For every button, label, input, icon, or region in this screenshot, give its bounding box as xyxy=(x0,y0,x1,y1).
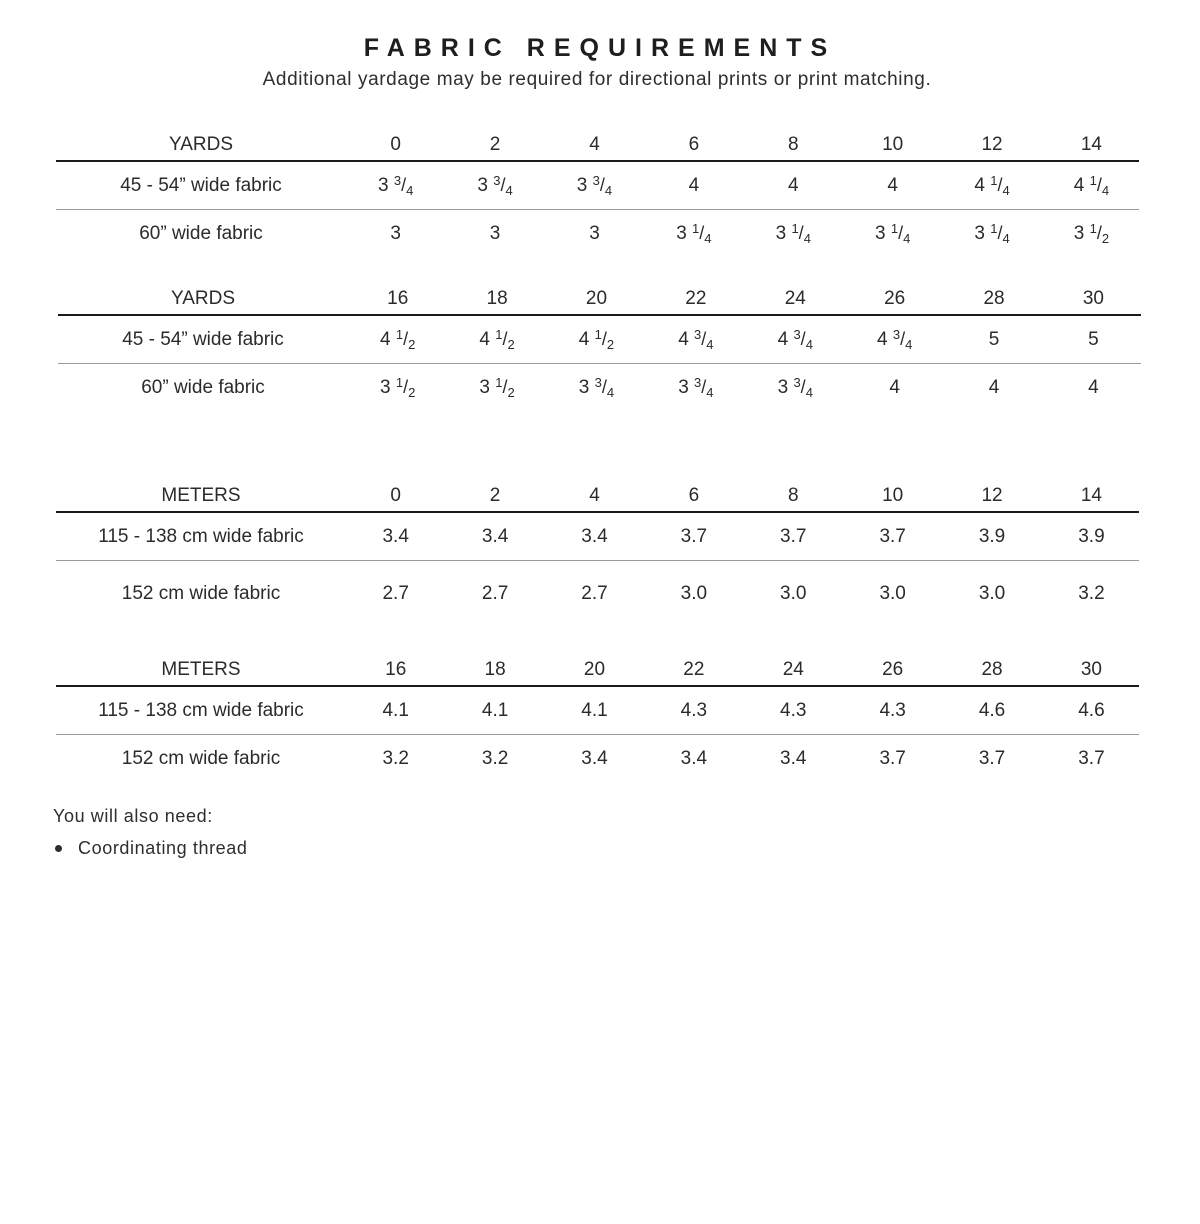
yardage-value: 2.7 xyxy=(581,583,608,604)
page-title: FABRIC REQUIREMENTS xyxy=(363,34,837,62)
table-row xyxy=(58,364,1141,412)
yardage-value: 4 xyxy=(887,174,898,196)
size-header: 14 xyxy=(1080,134,1102,155)
yardage-value: 3.4 xyxy=(780,748,807,769)
yardage-value: 4 1/2 xyxy=(578,326,615,352)
list-item xyxy=(53,838,248,859)
table-header-row xyxy=(56,657,1139,687)
yardage-value: 2.7 xyxy=(382,583,409,604)
fabric-width-label: 45 - 54” wide fabric xyxy=(120,174,282,196)
yardage-value: 3 xyxy=(390,223,401,244)
size-header: 26 xyxy=(884,288,906,309)
yardage-value: 4.6 xyxy=(1078,699,1105,721)
fabric-width-label: 60” wide fabric xyxy=(141,377,265,398)
yardage-value: 3.9 xyxy=(978,525,1006,547)
size-header: 22 xyxy=(685,288,707,309)
fabric-width-label: 115 - 138 cm wide fabric xyxy=(98,699,304,721)
fabric-width-label: 60” wide fabric xyxy=(139,223,263,244)
size-header: 16 xyxy=(385,659,407,680)
table-header-row xyxy=(56,132,1139,162)
yardage-value: 4 xyxy=(889,377,900,398)
yardage-value: 4 1/2 xyxy=(380,326,416,352)
yardage-value: 4.3 xyxy=(680,699,708,721)
yardage-value: 3 3/4 xyxy=(576,172,613,198)
yardage-value: 5 xyxy=(988,328,1000,350)
size-header: 2 xyxy=(489,485,501,506)
notions-list xyxy=(53,838,248,859)
yardage-value: 4 1/2 xyxy=(479,326,515,352)
fabric-width-label: 152 cm wide fabric xyxy=(121,583,281,604)
size-header: 30 xyxy=(1082,288,1104,309)
size-header: 10 xyxy=(882,485,904,506)
yardage-value: 3 1/4 xyxy=(974,221,1010,246)
yardage-value: 3.4 xyxy=(581,525,608,547)
yardage-value: 3.4 xyxy=(680,748,708,769)
size-header: 12 xyxy=(981,485,1003,506)
yardage-value: 3 1/4 xyxy=(775,221,811,246)
size-header: 8 xyxy=(787,485,799,506)
yardage-value: 3.0 xyxy=(780,583,807,604)
yardage-value: 3.2 xyxy=(481,748,509,769)
yardage-value: 3 3/4 xyxy=(578,375,615,400)
size-header: 4 xyxy=(589,485,600,506)
size-header: 14 xyxy=(1080,485,1102,506)
table-row xyxy=(56,735,1139,783)
size-header: 10 xyxy=(882,134,904,155)
size-header: 26 xyxy=(882,659,904,680)
yardage-value: 3.7 xyxy=(780,525,807,547)
yardage-value: 3.7 xyxy=(978,748,1006,769)
notions-title: You will also need: xyxy=(53,806,213,826)
yardage-value: 3 3/4 xyxy=(678,375,714,400)
yardage-value: 3.9 xyxy=(1078,525,1105,547)
yardage-value: 3 3/4 xyxy=(378,172,414,198)
size-header: 0 xyxy=(390,134,401,155)
table-row xyxy=(56,561,1139,627)
yardage-value: 3.7 xyxy=(1078,748,1105,769)
notion-item-text: Coordinating thread xyxy=(78,838,248,858)
yardage-value: 4 xyxy=(787,174,799,196)
yardage-value: 4.1 xyxy=(382,699,409,721)
yardage-value: 3 1/2 xyxy=(380,375,416,400)
size-header: 30 xyxy=(1080,659,1102,680)
yardage-value: 3 1/2 xyxy=(479,375,515,400)
table-row xyxy=(56,210,1139,258)
yardage-value: 5 xyxy=(1088,328,1099,350)
yardage-value: 4 1/4 xyxy=(974,172,1010,198)
yardage-value: 3.7 xyxy=(680,525,708,547)
yardage-value: 3 3/4 xyxy=(477,172,513,198)
fabric-width-label: 152 cm wide fabric xyxy=(121,748,281,769)
size-header: 16 xyxy=(387,288,409,309)
size-header: 18 xyxy=(486,288,508,309)
table-header-row xyxy=(58,286,1141,316)
size-header: 2 xyxy=(489,134,501,155)
fabric-width-label: 45 - 54” wide fabric xyxy=(122,328,284,350)
yardage-value: 4 1/4 xyxy=(1073,172,1110,198)
yards-table-1 xyxy=(56,132,1139,258)
unit-header: METERS xyxy=(161,485,241,506)
yardage-value: 4.1 xyxy=(581,699,608,721)
size-header: 18 xyxy=(484,659,506,680)
yardage-value: 3.2 xyxy=(382,748,409,769)
yardage-value: 4.1 xyxy=(481,699,509,721)
yardage-value: 3.4 xyxy=(382,525,409,547)
size-header: 24 xyxy=(784,288,806,309)
yardage-value: 4.3 xyxy=(780,699,807,721)
table-row xyxy=(56,513,1139,561)
fabric-width-label: 115 - 138 cm wide fabric xyxy=(98,525,304,547)
yardage-value: 3 1/4 xyxy=(676,221,712,246)
table-row xyxy=(56,162,1139,210)
yardage-value: 3.4 xyxy=(481,525,509,547)
yardage-value: 4 xyxy=(1088,377,1099,398)
bullet-icon xyxy=(55,845,62,852)
table-row xyxy=(56,687,1139,735)
yardage-value: 4 xyxy=(988,377,1000,398)
size-header: 8 xyxy=(787,134,799,155)
size-header: 28 xyxy=(983,288,1005,309)
size-header: 28 xyxy=(981,659,1003,680)
yardage-value: 4.6 xyxy=(978,699,1006,721)
yardage-value: 3.7 xyxy=(879,748,906,769)
yardage-value: 2.7 xyxy=(481,583,509,604)
yardage-value: 3 1/4 xyxy=(874,221,911,246)
yardage-value: 3.4 xyxy=(581,748,608,769)
yardage-value: 3.0 xyxy=(978,583,1006,604)
meters-table-2 xyxy=(56,657,1139,783)
yardage-value: 4 3/4 xyxy=(678,326,714,352)
yardage-value: 4 xyxy=(688,174,700,196)
yardage-value: 3.2 xyxy=(1078,583,1105,604)
unit-header: YARDS xyxy=(170,288,236,309)
yardage-value: 3 1/2 xyxy=(1073,221,1110,246)
size-header: 20 xyxy=(585,288,608,309)
yardage-value: 4 3/4 xyxy=(876,326,913,352)
unit-header: YARDS xyxy=(168,134,234,155)
size-header: 6 xyxy=(688,485,700,506)
meters-table-1 xyxy=(56,483,1139,627)
yardage-value: 4 3/4 xyxy=(777,326,813,352)
table-header-row xyxy=(56,483,1139,513)
yardage-value: 3 xyxy=(489,223,501,244)
page-subtitle: Additional yardage may be required for directional prints or print matching. xyxy=(262,69,932,90)
yards-table-2 xyxy=(58,286,1141,412)
size-header: 12 xyxy=(981,134,1003,155)
yardage-value: 4.3 xyxy=(879,699,906,721)
yardage-value: 3 3/4 xyxy=(777,375,813,400)
unit-header: METERS xyxy=(161,659,241,680)
size-header: 22 xyxy=(683,659,705,680)
size-header: 0 xyxy=(390,485,401,506)
table-row xyxy=(58,316,1141,364)
size-header: 4 xyxy=(589,134,600,155)
size-header: 6 xyxy=(688,134,700,155)
yardage-value: 3.0 xyxy=(879,583,906,604)
yardage-value: 3 xyxy=(589,223,600,244)
size-header: 24 xyxy=(782,659,804,680)
yardage-value: 3.7 xyxy=(879,525,906,547)
size-header: 20 xyxy=(583,659,606,680)
yardage-value: 3.0 xyxy=(680,583,708,604)
